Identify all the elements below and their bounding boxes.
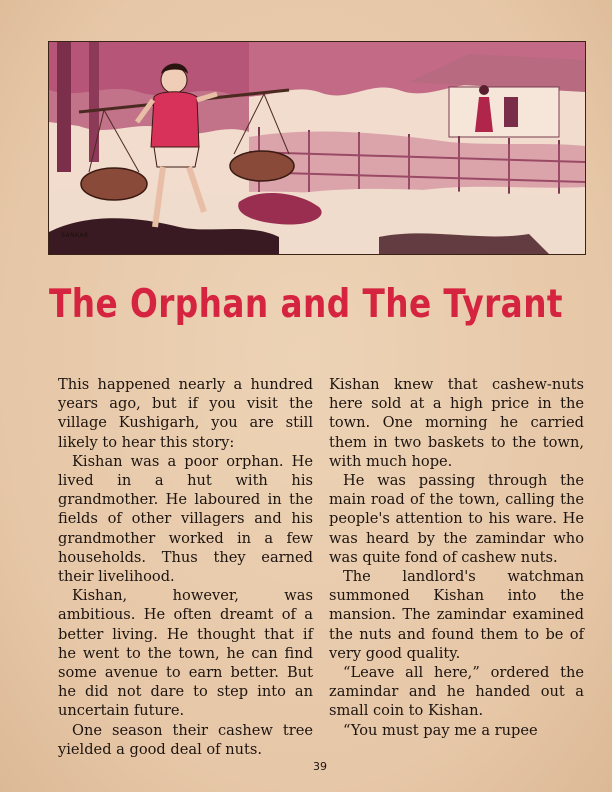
illustration-drawing: [49, 42, 585, 254]
paragraph: One season their cashew tree yielded a good deal of nuts.: [58, 721, 313, 758]
paragraph: Kishan knew that cashew-nuts here sold at a high price in the town. One morning he carried them in two baskets to the town, with much hope.: [329, 376, 584, 470]
story-illustration: [48, 41, 586, 255]
right-text-column: [329, 375, 584, 740]
paragraph: “Leave all here,” ordered the zamindar and he handed out a small coin to Kishan.: [329, 664, 584, 720]
illustrator-signature: SANKAR: [61, 232, 89, 239]
paragraph: This happened nearly a hundred years ago, but if you visit the village Kushigarh, you are still likely to hear this story:: [58, 376, 313, 451]
paragraph: Kishan, however, was ambitious. He often dreamt of a better living. He thought that if he went to the town, he can find some avenue to earn better. But he did not dare to step into an uncertain future.: [58, 587, 313, 720]
left-text-column: [58, 375, 313, 759]
page-number: 39: [313, 760, 327, 773]
paragraph: “You must pay me a rupee: [343, 721, 538, 739]
paragraph: He was passing through the main road of the town, calling the people's attention to his ware. He was heard by the zamindar who was quite fond of cashew nuts.: [329, 472, 584, 566]
paragraph: Kishan was a poor orphan. He lived in a hut with his grandmother. He laboured in the fields of other villagers and his grandmother worked in a few households. Thus they earned their livelihood.: [58, 452, 313, 586]
story-title: The Orphan and The Tyrant: [48, 282, 564, 327]
paragraph: The landlord's watchman summoned Kishan into the mansion. The zamindar examined the nuts and found them to be of very good quality.: [329, 568, 584, 662]
